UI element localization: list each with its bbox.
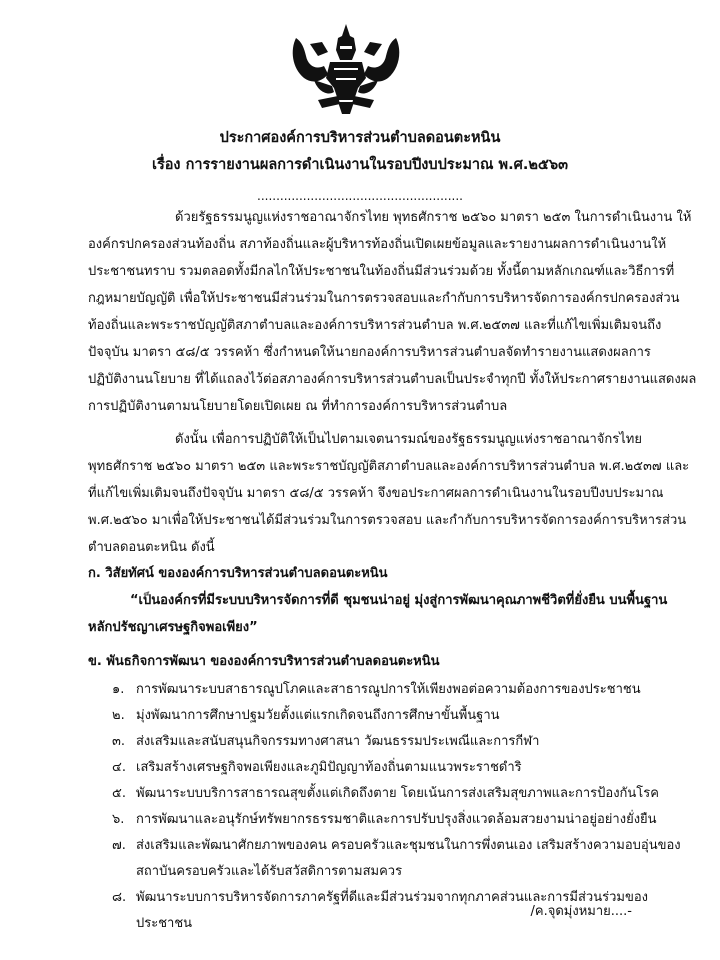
vision-statement-line: “เป็นองค์กรที่มีระบบบริหารจัดการที่ดี ชุมชนน่าอยู่ มุ่งสู่การพัฒนาคุณภาพชีวิตที่ยั่งยืน บนพื้นฐาน: [130, 593, 668, 608]
paragraph-line: ประชาชนทราบ รวมตลอดทั้งมีกลไกให้ประชาชนในท้องถิ่นมีส่วนร่วมด้วย ทั้งนี้ตามหลักเกณฑ์และวิธีการที่: [88, 264, 675, 279]
mission-item-number: ๘.: [112, 890, 127, 905]
mission-item-number: ๗.: [112, 838, 126, 853]
mission-item-text: สถาบันครอบครัวและได้รับสวัสดิการตามสมควร: [136, 864, 403, 879]
mission-item: [112, 680, 641, 700]
continuation-note: /ค.จุดมุ่งหมาย....-: [530, 904, 632, 919]
paragraph-line: ปัจจุบัน มาตรา ๕๘/๕ วรรคห้า ซึ่งกำหนดให้นายกองค์การบริหารส่วนตำบลจัดทำรายงานแสดงผลการ: [88, 345, 651, 360]
paragraph-line: ท้องถิ่นและพระราชบัญญัติสภาตำบลและองค์การบริหารส่วนตำบล พ.ศ.๒๕๓๗ และที่แก้ไขเพิ่มเติมจนถึง: [88, 318, 662, 333]
paragraph-line: ที่แก้ไขเพิ่มเติมจนถึงปัจจุบัน มาตรา ๕๘/๕ วรรคห้า จึงขอประกาศผลการดำเนินงานในรอบปีงบประมาณ: [88, 486, 664, 501]
paragraph-line: ดังนั้น เพื่อการปฏิบัติให้เป็นไปตามเจตนารมณ์ของรัฐธรรมนูญแห่งราชอาณาจักรไทย: [175, 432, 642, 447]
mission-item-number: ๑.: [112, 682, 125, 697]
paragraph-line: การปฏิบัติงานตามนโยบายโดยเปิดเผย ณ ที่ทำการองค์การบริหารส่วนตำบล: [88, 399, 508, 414]
announcement-subject: เรื่อง การรายงานผลการดำเนินงานในรอบปีงบประมาณ พ.ศ.๒๕๖๓: [151, 157, 568, 173]
mission-item-number: ๔.: [112, 760, 126, 775]
mission-item-text: ส่งเสริมและสนับสนุนกิจกรรมทางศาสนา วัฒนธรรมประเพณีและการกีฬา: [136, 734, 540, 749]
mission-item-text: พัฒนาระบบบริการสาธารณสุขตั้งแต่เกิดถึงตาย โดยเน้นการส่งเสริมสุขภาพและการป้องกันโรค: [136, 786, 659, 801]
mission-item-text: ประชาชน: [136, 916, 193, 931]
mission-item: [112, 732, 633, 752]
mission-item-text: การพัฒนาและอนุรักษ์ทรัพยากรธรรมชาติและการปรับปรุงสิ่งแวดล้อมสวยงามน่าอยู่อย่างยั่งยืน: [136, 812, 657, 827]
paragraph-line: พ.ศ.๒๕๖๐ มาเพื่อให้ประชาชนได้มีส่วนร่วมในการตรวจสอบ และกำกับการบริหารจัดการองค์การบริหารส่วน: [88, 513, 687, 528]
announcement-title: ประกาศองค์การบริหารส่วนตำบลดอนตะหนิน: [219, 130, 501, 146]
paragraph-line: กฎหมายบัญญัติ เพื่อให้ประชาชนมีส่วนร่วมในการตรวจสอบและกำกับการบริหารจัดการองค์กรปกครองส่วน: [88, 291, 680, 306]
mission-item-text: พัฒนาระบบการบริหารจัดการภาครัฐที่ดีและมีส่วนร่วมจากทุกภาคส่วนและการมีส่วนร่วมของ: [136, 890, 649, 905]
paragraph-line: องค์กรปกครองส่วนท้องถิ่น สภาท้องถิ่นและผู้บริหารท้องถิ่นเปิดเผยข้อมูลและรายงานผลการดำเนินงานให้: [88, 237, 667, 252]
mission-item: [112, 784, 659, 804]
mission-item: [112, 836, 681, 856]
mission-item-number: ๒.: [112, 708, 125, 723]
mission-item-text: เสริมสร้างเศรษฐกิจพอเพียงและภูมิปัญญาท้องถิ่นตามแนวพระราชดำริ: [136, 760, 522, 775]
vision-heading: ก. วิสัยทัศน์ ขององค์การบริหารส่วนตำบลดอนตะหนิน: [88, 566, 388, 581]
paragraph-line: ตำบลดอนตะหนิน ดังนี้: [88, 540, 215, 555]
mission-item: [112, 862, 633, 882]
separator-dots: ......................................................: [257, 189, 463, 203]
paragraph-line: ด้วยรัฐธรรมนูญแห่งราชอาณาจักรไทย พุทธศักราช ๒๕๖๐ มาตรา ๒๕๓ ในการดำเนินงาน ให้: [175, 210, 692, 225]
mission-item-number: ๖.: [112, 812, 125, 827]
mission-item-text: ส่งเสริมและพัฒนาศักยภาพของคน ครอบครัวและชุมชนในการพึ่งตนเอง เสริมสร้างความอบอุ่นของ: [136, 838, 681, 853]
mission-heading: ข. พันธกิจการพัฒนา ขององค์การบริหารส่วนตำบลดอนตะหนิน: [88, 654, 440, 669]
mission-item-text: การพัฒนาระบบสาธารณูปโภคและสาธารณูปการให้เพียงพอต่อความต้องการของประชาชน: [136, 682, 641, 697]
paragraph-line: ปฏิบัติงานนโยบาย ที่ได้แถลงไว้ต่อสภาองค์การบริหารส่วนตำบลเป็นประจำทุกปี ทั้งให้ประกาศรายงานแสดงผล: [88, 372, 697, 387]
mission-item-number: ๕.: [112, 786, 126, 801]
vision-statement-line: หลักปรัชญาเศรษฐกิจพอเพียง”: [88, 620, 258, 635]
paragraph-line: พุทธศักราช ๒๕๖๐ มาตรา ๒๕๓ และพระราชบัญญัติสภาตำบลและองค์การบริหารส่วนตำบล พ.ศ.๒๕๓๗ และ: [88, 459, 690, 474]
mission-item-number: ๓.: [112, 734, 126, 749]
garuda-emblem: [288, 16, 404, 114]
mission-item: [112, 758, 633, 778]
mission-item: [112, 810, 657, 830]
mission-item: [112, 706, 633, 726]
mission-item-text: มุ่งพัฒนาการศึกษาปฐมวัยตั้งแต่แรกเกิดจนถึงการศึกษาขั้นพื้นฐาน: [136, 708, 500, 723]
